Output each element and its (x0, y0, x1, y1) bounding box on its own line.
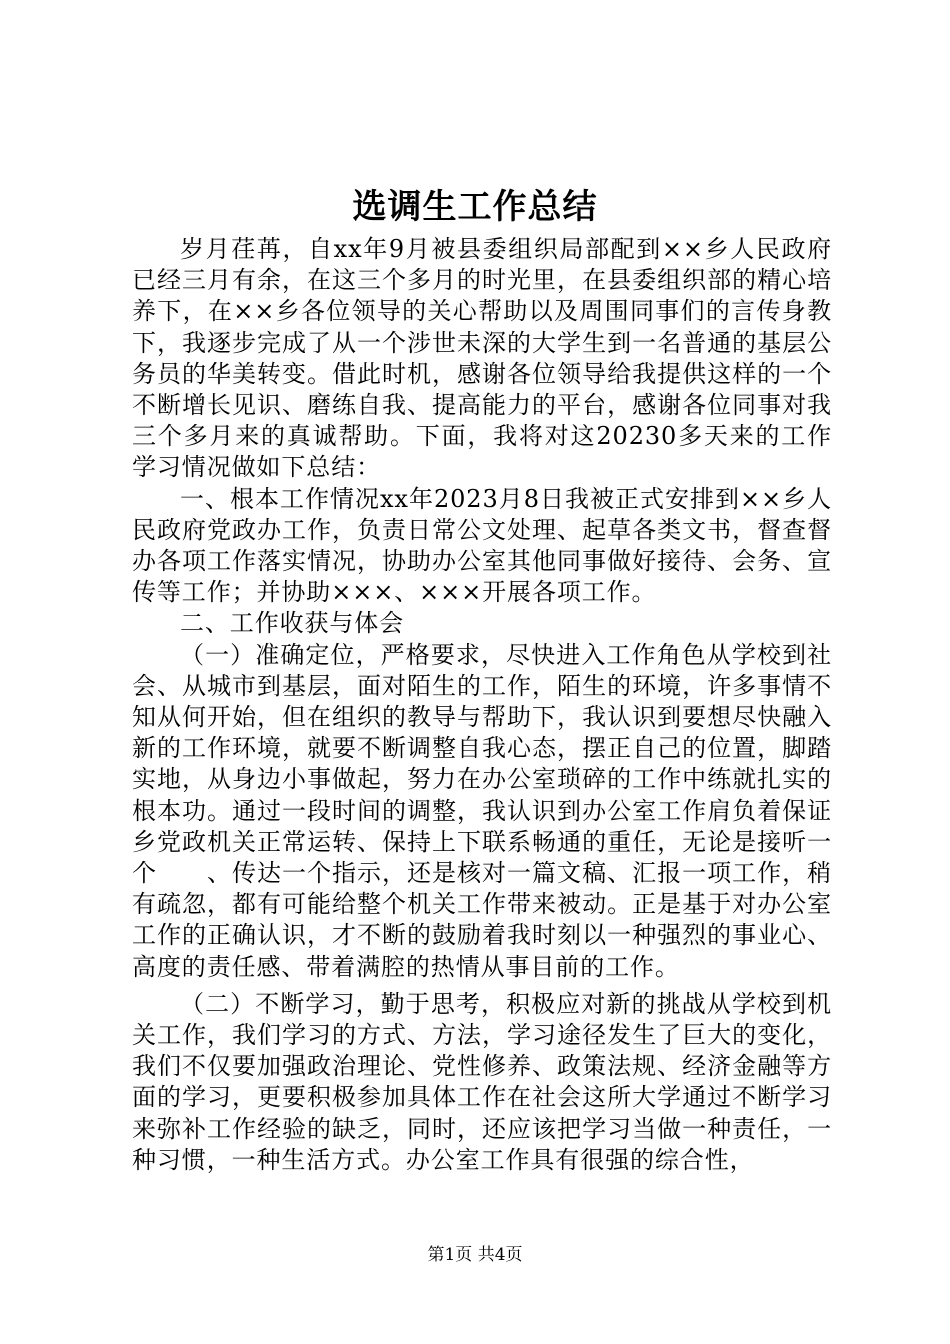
page-footer: 第1页 共4页 (427, 1245, 523, 1265)
paragraph-intro: 岁月荏苒，自xx年9月被县委组织局部配到××乡人民政府已经三月有余，在这三个多月的时光里，在县委组织部的精心培养下，在××乡各位领导的关心帮助以及周围同事们的言传身教下，我逐步完成了从一个涉世未深的大学生到一名普通的基层公务员的华美转变。借此时机，感谢各位领导给我提供这样的一个不断增长见识、磨练自我、提高能力的平台，感谢各位同事对我三个多月来的真诚帮助。下面，我将对这20230多天来的工作学习情况做如下总结： (132, 235, 832, 482)
page-title: 选调生工作总结 (352, 187, 598, 227)
paragraph-positioning: （一）准确定位，严格要求，尽快进入工作角色从学校到社会、从城市到基层，面对陌生的工作，陌生的环境，许多事情不知从何开始，但在组织的教导与帮助下，我认识到要想尽快融入新的工作环境，就要不断调整自我心态，摆正自己的位置，脚踏实地，从身边小事做起，努力在办公室琐碎的工作中练就扎实的根本功。通过一段时间的调整，我认识到办公室工作肩负着保证乡党政机关正常运转、保持上下联系畅通的重任，无论是接听一个 、传达一个指示，还是核对一篇文稿、汇报一项工作，稍有疏忽，都有可能给整个机关工作带来被动。正是基于对办公室工作的正确认识，才不断的鼓励着我时刻以一种强烈的事业心、高度的责任感、带着满腔的热情从事目前的工作。 (132, 640, 832, 981)
document-body (132, 234, 832, 1176)
section-heading-gains: 二、工作收获与体会 (180, 609, 405, 638)
paragraph-basic-work: 一、根本工作情况xx年2023月8日我被正式安排到××乡人民政府党政办工作，负责日常公文处理、起草各类文书，督查督办各项工作落实情况，协助办公室其他同事做好接待、会务、宣传等工作；并协助×××、×××开展各项工作。 (132, 484, 832, 607)
paragraph-learning: （二）不断学习，勤于思考，积极应对新的挑战从学校到机关工作，我们学习的方式、方法，学习途径发生了巨大的变化，我们不仅要加强政治理论、党性修养、政策法规、经济金融等方面的学习，更要积极参加具体工作在社会这所大学通过不断学习来弥补工作经验的缺乏，同时，还应该把学习当做一种责任，一种习惯，一种生活方式。办公室工作具有很强的综合性， (132, 989, 832, 1174)
